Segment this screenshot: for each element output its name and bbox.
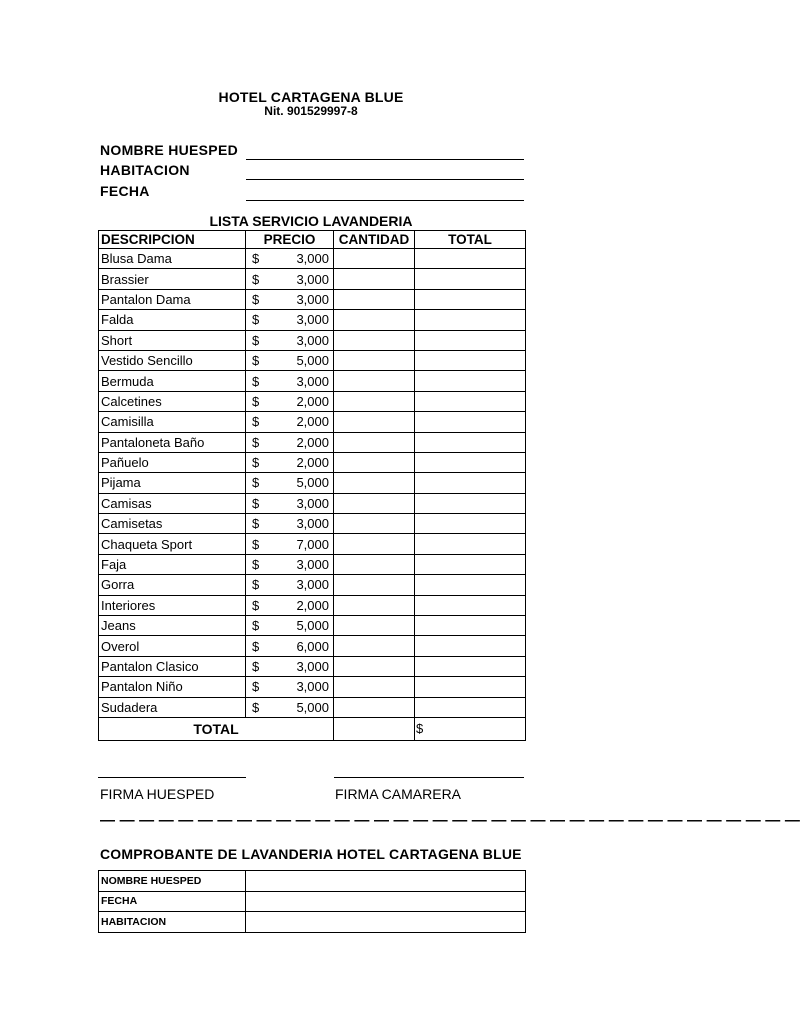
item-price-currency: $ [252,577,260,593]
room-label: HABITACION [100,162,190,178]
table-row [99,697,526,717]
item-description: Pantalon Niño [99,677,246,697]
item-quantity-cell[interactable] [334,432,415,452]
voucher-row [99,912,526,933]
item-total-cell[interactable] [415,616,526,636]
item-total-cell[interactable] [415,697,526,717]
item-price [246,289,334,309]
item-price [246,473,334,493]
item-price-currency: $ [252,434,260,450]
item-price [246,269,334,289]
table-row [99,310,526,330]
item-total-cell[interactable] [415,493,526,513]
item-total-cell[interactable] [415,473,526,493]
total-quantity-cell[interactable] [334,717,415,740]
item-quantity-cell[interactable] [334,350,415,370]
voucher-value-date[interactable] [246,891,526,912]
item-price-amount: 3,000 [296,577,329,593]
guest-name-label: NOMBRE HUESPED [100,142,238,158]
item-description: Pijama [99,473,246,493]
maid-signature-line[interactable] [334,777,524,778]
item-description: Gorra [99,575,246,595]
item-description: Calcetines [99,391,246,411]
laundry-price-table [98,230,526,741]
item-quantity-cell[interactable] [334,554,415,574]
item-price-amount: 2,000 [296,597,329,613]
item-description: Vestido Sencillo [99,350,246,370]
item-price-currency: $ [252,557,260,573]
header-quantity: CANTIDAD [334,231,415,249]
item-quantity-cell[interactable] [334,575,415,595]
item-price-currency: $ [252,251,260,267]
table-row [99,350,526,370]
item-price-currency: $ [252,332,260,348]
item-price [246,432,334,452]
voucher-label-guest-name: NOMBRE HUESPED [99,871,246,892]
guest-name-line[interactable] [246,159,524,160]
item-price-amount: 3,000 [296,516,329,532]
item-total-cell[interactable] [415,514,526,534]
guest-signature-label: FIRMA HUESPED [100,786,215,802]
item-description: Faja [99,554,246,574]
item-quantity-cell[interactable] [334,595,415,615]
table-row [99,473,526,493]
item-price [246,656,334,676]
table-row [99,554,526,574]
item-total-cell[interactable] [415,289,526,309]
item-total-cell[interactable] [415,554,526,574]
item-description: Pantalon Dama [99,289,246,309]
voucher-label-room: HABITACION [99,912,246,933]
item-price [246,514,334,534]
table-row [99,595,526,615]
item-total-cell[interactable] [415,432,526,452]
item-total-cell[interactable] [415,310,526,330]
table-row [99,371,526,391]
item-price-amount: 3,000 [296,373,329,389]
voucher-title: COMPROBANTE DE LAVANDERIA HOTEL CARTAGENA BLUE [100,846,522,862]
item-description: Short [99,330,246,350]
cut-separator: — — — — — — — — — — — — — — — — — — — — — — — — — — — — — — — — — — — — [100,812,800,829]
item-price-currency: $ [252,414,260,430]
item-quantity-cell[interactable] [334,310,415,330]
table-row [99,656,526,676]
item-price-currency: $ [252,699,260,715]
item-quantity-cell[interactable] [334,330,415,350]
item-description: Falda [99,310,246,330]
item-price-currency: $ [252,618,260,634]
table-header-row [99,231,526,249]
item-quantity-cell[interactable] [334,473,415,493]
item-total-cell[interactable] [415,452,526,472]
item-price [246,677,334,697]
item-total-cell[interactable] [415,350,526,370]
item-price-currency: $ [252,536,260,552]
table-row [99,616,526,636]
table-row [99,534,526,554]
item-price-currency: $ [252,475,260,491]
item-price-amount: 7,000 [296,536,329,552]
item-quantity-cell[interactable] [334,289,415,309]
item-price [246,350,334,370]
item-price-currency: $ [252,373,260,389]
item-price-amount: 3,000 [296,679,329,695]
item-price-amount: 3,000 [296,557,329,573]
item-price-amount: 3,000 [296,312,329,328]
item-price-currency: $ [252,516,260,532]
item-price-currency: $ [252,597,260,613]
table-row [99,677,526,697]
item-price-currency: $ [252,679,260,695]
hotel-nit: Nit. 901529997-8 [264,104,358,118]
item-description: Sudadera [99,697,246,717]
item-total-cell[interactable] [415,677,526,697]
voucher-value-guest-name[interactable] [246,871,526,892]
item-price-currency: $ [252,495,260,511]
item-price-currency: $ [252,271,260,287]
item-description: Pañuelo [99,452,246,472]
item-price-currency: $ [252,659,260,674]
item-total-cell[interactable] [415,269,526,289]
item-price-amount: 2,000 [296,455,329,471]
item-description: Blusa Dama [99,249,246,269]
item-price [246,575,334,595]
voucher-label-date: FECHA [99,891,246,912]
table-row [99,575,526,595]
item-quantity-cell[interactable] [334,412,415,432]
item-quantity-cell[interactable] [334,493,415,513]
date-label: FECHA [100,183,150,199]
item-price [246,493,334,513]
item-quantity-cell[interactable] [334,677,415,697]
item-price [246,371,334,391]
header-price: PRECIO [246,231,334,249]
item-price-currency: $ [252,393,260,409]
item-price [246,697,334,717]
item-price [246,452,334,472]
item-total-cell[interactable] [415,412,526,432]
total-amount-cell[interactable]: $ [415,717,526,740]
item-description: Camisilla [99,412,246,432]
item-quantity-cell[interactable] [334,514,415,534]
item-quantity-cell[interactable] [334,249,415,269]
item-price-amount: 5,000 [296,699,329,715]
total-label: TOTAL [99,717,334,740]
item-description: Camisetas [99,514,246,534]
table-row [99,514,526,534]
list-title: LISTA SERVICIO LAVANDERIA [209,213,413,229]
item-description: Brassier [99,269,246,289]
voucher-row [99,891,526,912]
item-quantity-cell[interactable] [334,269,415,289]
hotel-name: HOTEL CARTAGENA BLUE [218,89,404,105]
item-price-currency: $ [252,638,260,654]
total-row [99,717,526,740]
table-row [99,289,526,309]
item-price [246,412,334,432]
item-price-currency: $ [252,312,260,328]
table-row [99,391,526,411]
item-price [246,330,334,350]
item-price-amount: 5,000 [296,353,329,369]
item-price-amount: 3,000 [296,291,329,307]
item-price-currency: $ [252,291,260,307]
item-price [246,249,334,269]
item-total-cell[interactable] [415,391,526,411]
item-price [246,595,334,615]
table-row [99,432,526,452]
voucher-value-room[interactable] [246,912,526,933]
item-price-currency: $ [252,455,260,471]
item-price [246,534,334,554]
header-total: TOTAL [415,231,526,249]
table-row [99,269,526,289]
table-row [99,330,526,350]
table-row [99,493,526,513]
item-description: Bermuda [99,371,246,391]
table-row [99,249,526,269]
item-total-cell[interactable] [415,656,526,676]
item-total-cell[interactable] [415,249,526,269]
item-price [246,554,334,574]
maid-signature-label: FIRMA CAMARERA [335,786,462,802]
date-line[interactable] [246,200,524,201]
item-total-cell[interactable] [415,330,526,350]
item-total-cell[interactable] [415,534,526,554]
voucher-row [99,871,526,892]
item-price [246,391,334,411]
item-quantity-cell[interactable] [334,452,415,472]
item-quantity-cell[interactable] [334,656,415,676]
item-total-cell[interactable] [415,636,526,656]
item-description: Chaqueta Sport [99,534,246,554]
item-price-amount: 2,000 [296,414,329,430]
item-description: Camisas [99,493,246,513]
item-quantity-cell[interactable] [334,636,415,656]
item-price-amount: 3,000 [296,332,329,348]
table-row [99,412,526,432]
item-price-currency: $ [252,353,260,369]
item-description: Pantalon Clasico [99,656,246,676]
item-quantity-cell[interactable] [334,371,415,391]
item-price [246,616,334,636]
item-quantity-cell[interactable] [334,391,415,411]
header-description: DESCRIPCION [99,231,246,249]
item-price-amount: 2,000 [296,393,329,409]
item-price-amount: 3,000 [296,251,329,267]
item-price-amount: 5,000 [296,475,329,491]
item-description: Overol [99,636,246,656]
item-total-cell[interactable] [415,575,526,595]
item-price-amount: 6,000 [296,638,329,654]
table-row [99,452,526,472]
item-description: Interiores [99,595,246,615]
item-description: Pantaloneta Baño [99,432,246,452]
item-description: Jeans [99,616,246,636]
item-quantity-cell[interactable] [334,616,415,636]
item-price-amount: 2,000 [296,434,329,450]
guest-signature-line[interactable] [98,777,246,778]
item-price-amount: 5,000 [296,618,329,634]
item-total-cell[interactable] [415,371,526,391]
room-line[interactable] [246,179,524,180]
item-price-amount: 3,000 [296,271,329,287]
item-price [246,636,334,656]
item-total-cell[interactable] [415,595,526,615]
table-row [99,636,526,656]
item-price-amount: 3,000 [296,659,329,674]
item-quantity-cell[interactable] [334,534,415,554]
item-price [246,310,334,330]
item-price-amount: 3,000 [296,495,329,511]
item-quantity-cell[interactable] [334,697,415,717]
voucher-table [98,870,526,933]
